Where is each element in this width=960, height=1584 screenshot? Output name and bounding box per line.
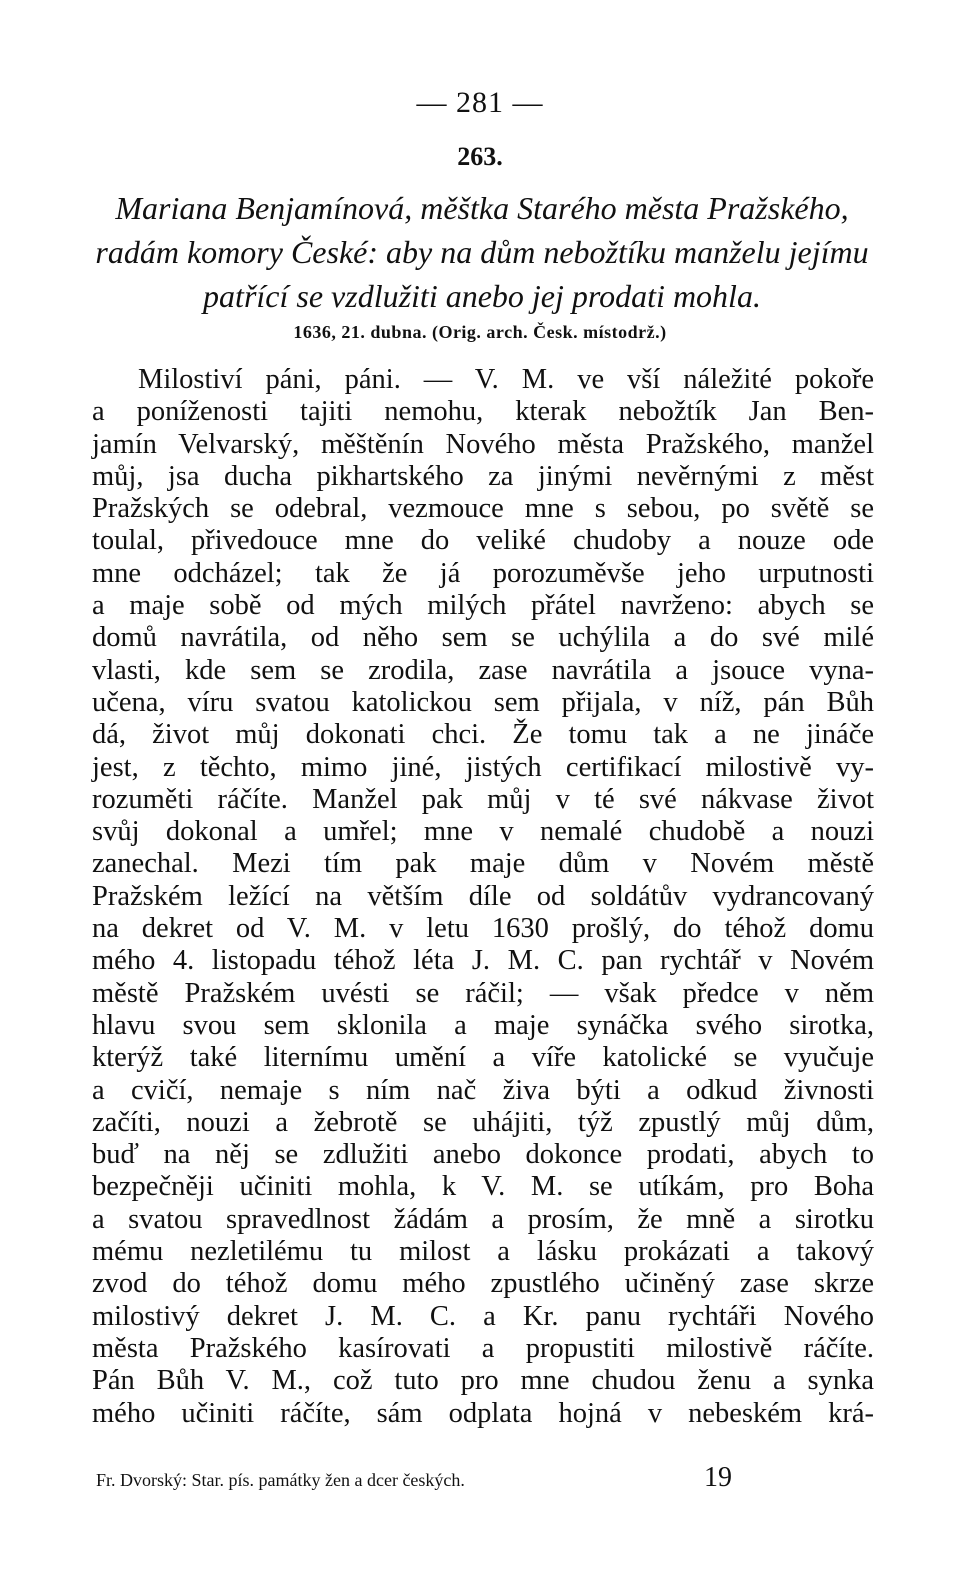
- body-line: a cvičí, nemaje s ním nač živa býti a odkud živnosti: [92, 1074, 874, 1106]
- title-line: radám komory České: aby na dům nebožtíku manželu jejímu: [95, 234, 869, 270]
- page-number: — 281 —: [416, 86, 544, 119]
- body-line: a maje sobě od mých milých přátel navrženo: abych se: [92, 590, 874, 622]
- document-title: [82, 186, 882, 318]
- title-line: Mariana Benjamínová, měštka Starého města Pražského,: [115, 190, 849, 226]
- body-line: bezpečněji učiniti mohla, k V. M. se utíkám, pro Boha: [92, 1171, 874, 1203]
- footer-signature: 19: [704, 1462, 732, 1493]
- body-line: domů navrátila, od něho sem se uchýlila a do své milé: [92, 622, 874, 654]
- body-line: dá, život můj dokonati chci. Že tomu tak a ne jináče: [92, 719, 874, 751]
- body-line: zanechal. Mezi tím pak maje dům v Novém městě: [92, 848, 874, 880]
- body-line: Pražském ležící na větším díle od soldátův vydrancovaný: [92, 880, 874, 912]
- body-line: města Pražského kasírovati a propustiti milostivě ráčíte.: [92, 1332, 874, 1364]
- body-line: jamín Velvarský, měštěnín Nového města Pražského, manžel: [92, 428, 874, 460]
- body-line: městě Pražském uvésti se ráčil; — však předce v něm: [92, 977, 874, 1009]
- body-line: mého 4. listopadu téhož léta J. M. C. pan rychtář v Novém: [92, 945, 874, 977]
- body-line: můj, jsa ducha pikhartského za jinými nevěrnými z měst: [92, 460, 874, 492]
- body-line: svůj dokonal a umřel; mne v nemalé chudobě a nouzi: [92, 816, 874, 848]
- body-line: buď na něj se zdlužiti anebo dokonce prodati, abych to: [92, 1139, 874, 1171]
- body-line: mého učiniti ráčíte, sám odplata hojná v nebeském krá-: [92, 1397, 874, 1429]
- body-line: hlavu svou sem sklonila a maje synáčka svého sirotka,: [92, 1009, 874, 1041]
- body-line: zvod do téhož domu mého zpustlého učiněný zase skrze: [92, 1268, 874, 1300]
- body-line: učena, víru svatou katolickou sem přijala, v níž, pán Bůh: [92, 686, 874, 718]
- document-number: 263.: [457, 142, 503, 171]
- footer-source: Fr. Dvorský: Star. pís. památky žen a dcer českých.: [96, 1470, 465, 1490]
- body-line: Pán Bůh V. M., což tuto pro mne chudou ženu a synka: [92, 1365, 874, 1397]
- body-line: toulal, přivedouce mne do veliké chudoby a nouze ode: [92, 525, 874, 557]
- body-line: a svatou spravedlnost žádám a prosím, že mně a sirotku: [92, 1203, 874, 1235]
- body-line: mému nezletilému tu milost a lásku prokázati a takový: [92, 1236, 874, 1268]
- body-line: Milostiví páni, páni. — V. M. ve vší náležité pokoře: [138, 364, 874, 395]
- body-line: milostivý dekret J. M. C. a Kr. panu rychtáři Nového: [92, 1300, 874, 1332]
- body-line: na dekret od V. M. v letu 1630 prošlý, do téhož domu: [92, 913, 874, 945]
- body-line: rozuměti ráčíte. Manžel pak můj v té své nákvase život: [92, 783, 874, 815]
- body-line: vlasti, kde sem se zrodila, zase navrátila a jsouce vyna-: [92, 654, 874, 686]
- body-line: a poníženosti tajiti nemohu, kterak nebožtík Jan Ben-: [92, 396, 874, 428]
- title-line: patřící se vzdlužiti anebo jej prodati mohla.: [203, 278, 761, 314]
- body-line: Pražských se odebral, vezmouce mne s sebou, po světě se: [92, 493, 874, 525]
- body-text: [92, 364, 874, 1430]
- body-line: kterýž také liternímu umění a víře katolické se vyučuje: [92, 1042, 874, 1074]
- document-date: 1636, 21. dubna. (Orig. arch. Česk. místodrž.): [293, 322, 667, 342]
- body-line: jest, z těchto, mimo jiné, jistých certifikací milostivě vy-: [92, 751, 874, 783]
- body-line: mne odcházel; tak že já porozuměvše jeho urputnosti: [92, 557, 874, 589]
- body-line: začíti, nouzi a žebrotě se uhájiti, týž zpustlý můj dům,: [92, 1106, 874, 1138]
